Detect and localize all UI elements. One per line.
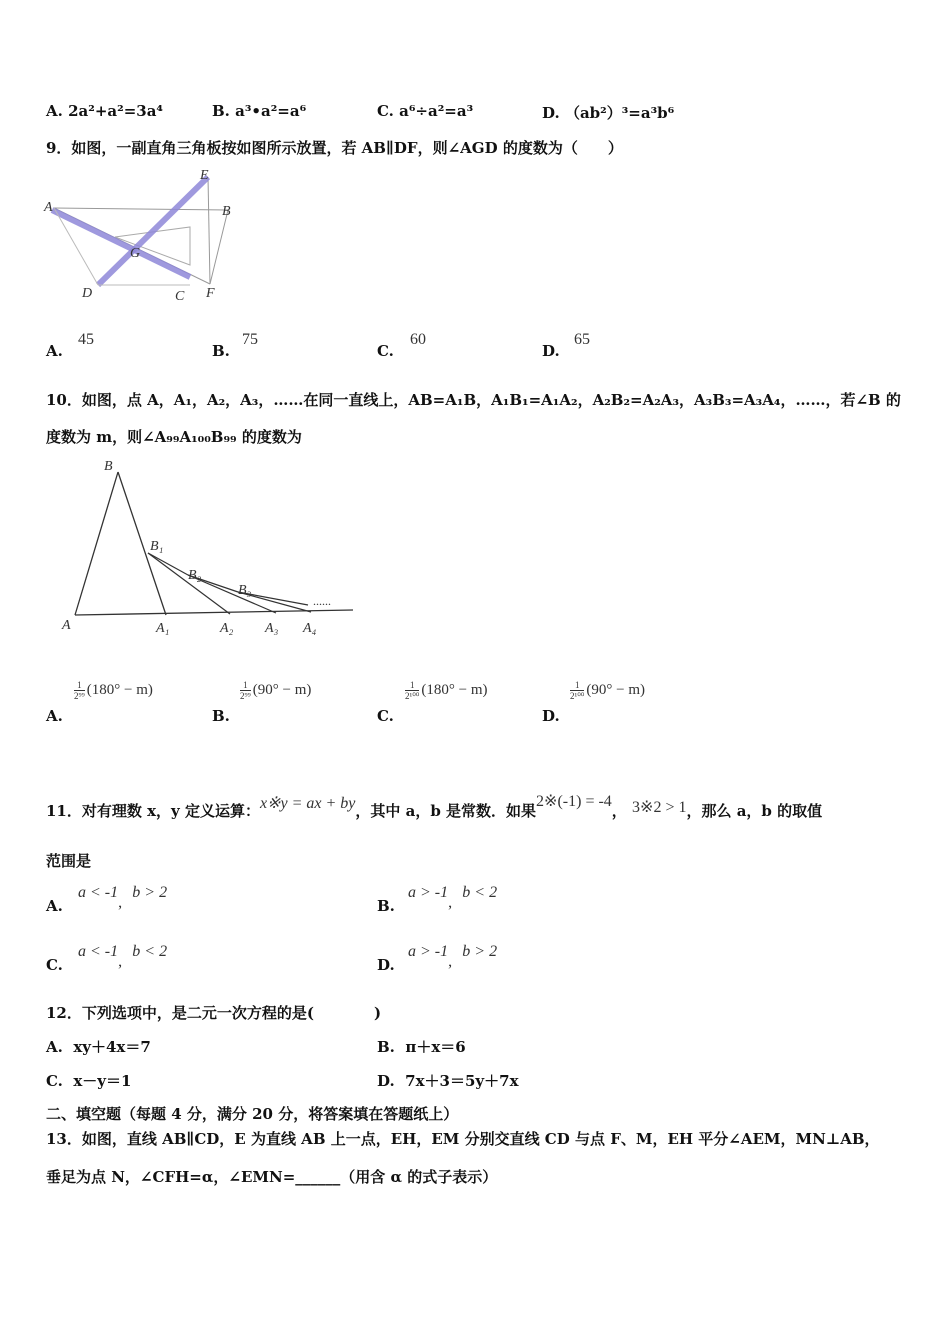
- q9-option-b-label: B.: [212, 342, 230, 360]
- label-B2: B₂: [188, 568, 202, 583]
- q10-option-b-expr: $\frac{1}{\text{2⁹⁹}}$ (90° − m): [240, 680, 312, 701]
- q12-option-b: B. π＋x＝6: [377, 1038, 466, 1056]
- label-A3: A₃: [265, 621, 279, 636]
- label-E: E: [200, 168, 209, 183]
- label-A4: A₄: [303, 621, 317, 636]
- q10-option-a-expr: $\frac{1}{\text{2⁹⁹}}$ (180° − m): [74, 680, 153, 701]
- q10-option-c-label: C.: [377, 707, 394, 725]
- label-B3: B₃: [238, 583, 252, 598]
- label-C: C: [175, 289, 185, 304]
- label-B: B: [222, 204, 231, 219]
- q11-stem-line2: 范围是: [46, 852, 92, 870]
- q9-stem: 9．如图，一副直角三角板按如图所示放置，若 AB∥DF，则∠AGD 的度数为（ ）: [46, 139, 623, 157]
- q11-option-b-expr: a > -1, b < 2: [408, 884, 498, 911]
- q9-option-a-label: A.: [46, 342, 63, 360]
- label-B1: B₁: [150, 539, 164, 554]
- q12-stem: 12．下列选项中，是二元一次方程的是( ): [46, 1004, 382, 1022]
- q9-option-b-value: 75: [242, 331, 258, 348]
- q10-option-c-expr: $\frac{1}{\text{2¹⁰⁰}}$ (180° − m): [405, 680, 488, 701]
- q9-option-d-label: D.: [542, 342, 560, 360]
- q12-option-d: D. 7x＋3＝5y＋7x: [377, 1072, 519, 1090]
- q13-line2: 垂足为点 N，∠CFH=α，∠EMN=______（用含 α 的式子表示）: [46, 1168, 498, 1186]
- label-B: B: [104, 459, 113, 474]
- q8-option-d: D. （ab²）³=a³b⁶: [542, 104, 675, 122]
- q8-option-a: A. 2a²+a²=3a⁴: [46, 102, 163, 120]
- q12-option-a: A. xy＋4x＝7: [46, 1038, 151, 1056]
- q10-figure: [58, 455, 358, 640]
- q9-option-c-label: C.: [377, 342, 394, 360]
- label-D: D: [82, 286, 93, 301]
- label-A2: A₂: [220, 621, 234, 636]
- q11-option-d-expr: a > -1, b > 2: [408, 943, 498, 970]
- q11-option-c-label: C.: [46, 956, 63, 974]
- label-F: F: [206, 286, 215, 301]
- q10-option-b-label: B.: [212, 707, 230, 725]
- q10-option-d-expr: $\frac{1}{\text{2¹⁰⁰}}$ (90° − m): [570, 680, 646, 701]
- label-A: A: [44, 200, 53, 215]
- q11-option-a-expr: a < -1, b > 2: [78, 884, 168, 911]
- label-A: A: [62, 618, 71, 633]
- section2-title: 二、填空题（每题 4 分，满分 20 分，将答案填在答题纸上）: [46, 1105, 459, 1123]
- q11-option-c-expr: a < -1, b < 2: [78, 943, 168, 970]
- q10-option-a-label: A.: [46, 707, 63, 725]
- q11-option-a-label: A.: [46, 897, 63, 915]
- q8-option-c: C. a⁶÷a²=a³: [377, 102, 474, 120]
- q9-option-d-value: 65: [574, 331, 590, 348]
- q11-option-d-label: D.: [377, 956, 395, 974]
- q10-option-d-label: D.: [542, 707, 560, 725]
- q9-figure: [40, 165, 240, 305]
- q11-stem: 11．对有理数 x，y 定义运算：x※y = ax + by，其中 a，b 是常数．如果2※(-1) = -4， 3※2 > 1，那么 a，b 的取值: [46, 793, 823, 820]
- q9-option-a-value: 45: [78, 331, 94, 348]
- q12-option-c: C. x－y＝1: [46, 1072, 132, 1090]
- q9-option-c-value: 60: [410, 331, 426, 348]
- q13-line1: 13．如图，直线 AB∥CD，E 为直线 AB 上一点，EH，EM 分别交直线 CD 与点 F、M，EH 平分∠AEM，MN⊥AB，: [46, 1130, 880, 1148]
- q10-stem-line1: 10．如图，点 A，A₁，A₂，A₃，……在同一直线上，AB=A₁B，A₁B₁=A₁A₂，A₂B₂=A₂A₃，A₃B₃=A₃A₄，……，若∠B 的: [46, 391, 901, 409]
- q11-option-b-label: B.: [377, 897, 395, 915]
- label-G: G: [130, 246, 141, 261]
- q10-stem-line2: 度数为 m，则∠A₉₉A₁₀₀B₉₉ 的度数为: [46, 428, 302, 446]
- label-A1: A₁: [156, 621, 170, 636]
- label-dots: ......: [313, 594, 331, 608]
- q8-option-b: B. a³•a²=a⁶: [212, 102, 307, 120]
